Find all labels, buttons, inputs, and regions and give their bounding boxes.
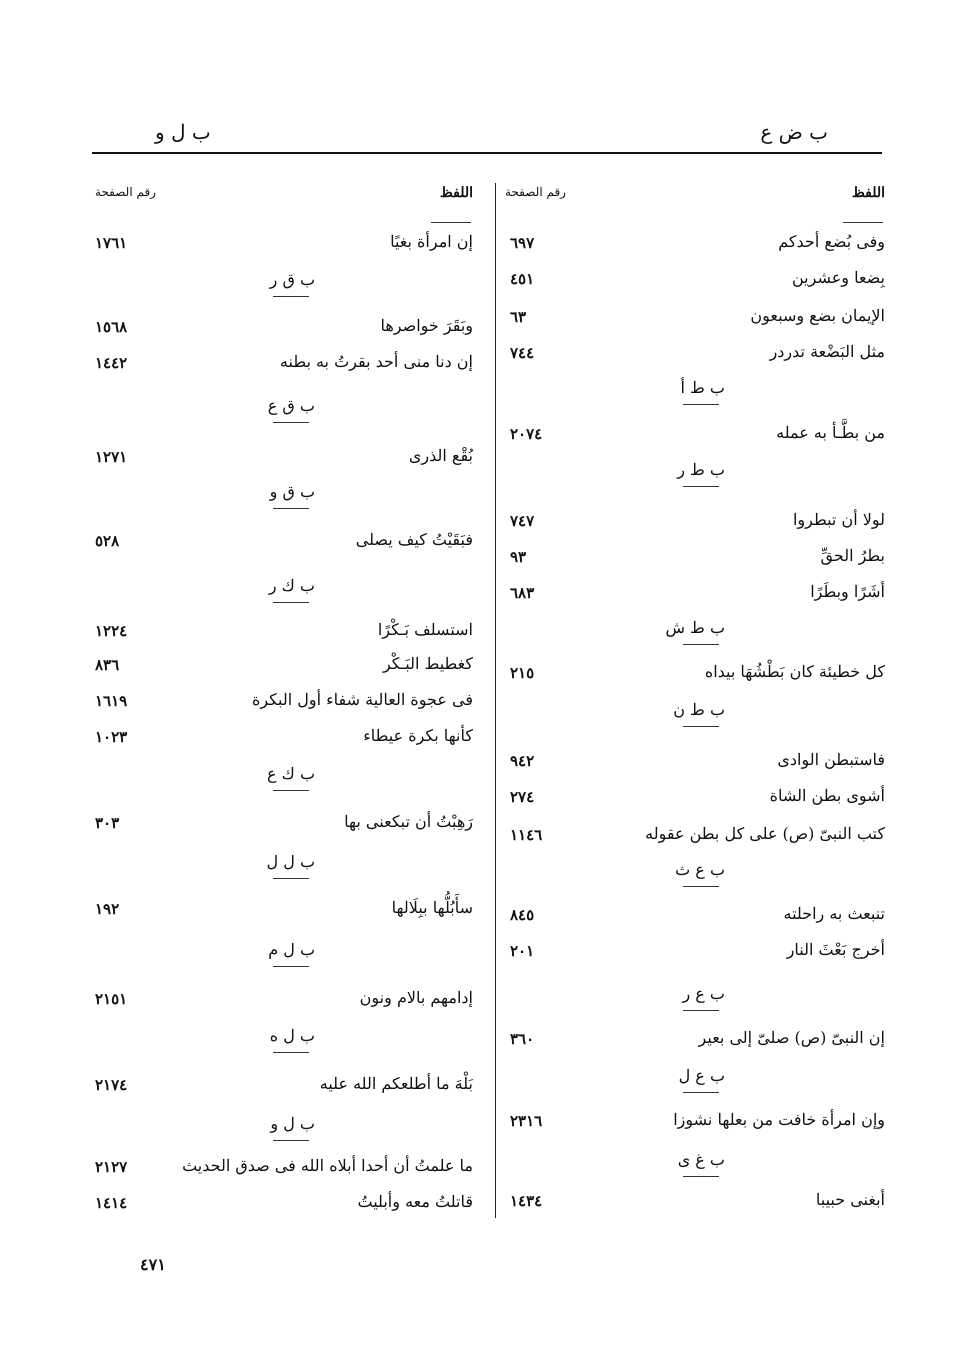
page-number: ٤٧١ [140,1255,166,1274]
root-underline [683,644,719,645]
headword-text: كل خطيئة كان بَطْشُهَا بيداه [704,662,885,681]
headword-text: إن دنا منى أحد بقرتُ به بطنه [279,352,473,371]
headword-text: استسلف بَـكْرًا [377,620,473,639]
root-heading: ب ط ر [677,460,725,479]
index-entry [90,1156,485,1186]
page-reference: ١٢٢٤ [95,622,128,640]
headword-text: قاتلتُ معه وأبليتُ [357,1192,473,1211]
headword-text: أخرج بَعْثَ النار [786,940,885,959]
page-reference: ٢١٥١ [95,990,128,1008]
headword-text: مثل البَضْعة تدردر [769,342,885,361]
root-heading: ب ط أ [680,378,725,397]
headword-label: اللفظ [851,185,885,201]
root-underline [683,486,719,487]
page-reference: ٥٢٨ [95,532,120,550]
root-heading: ب ك ر [268,576,315,595]
index-entry [500,306,885,336]
index-entry [500,546,885,576]
headword-text: فاستبطن الوادى [777,750,885,769]
index-entry [90,316,485,346]
headword-text: الإيمان بضع وسبعون [750,306,885,325]
page-reference: ١٩٢ [95,900,120,918]
index-entry [90,654,485,684]
index-entry [500,662,885,692]
page-reference: ٢١٧٤ [95,1076,128,1094]
headword-text: بطرُ الحقِّ [820,546,885,565]
index-entry [90,726,485,756]
headword-text: إدامهم بالام ونون [359,988,473,1007]
page-reference: ١٢٧١ [95,448,128,466]
headword-text: كغطيط البَـكْر [382,654,473,673]
root-heading: ب ق ع [267,396,315,415]
root-heading: ب ع ر [682,984,725,1003]
index-entry [90,690,485,720]
headword-text: إن امرأة بغيًا [390,232,473,251]
index-entry [500,510,885,540]
page-reference: ٢٣١٦ [510,1112,543,1130]
page-reference: ٧٤٧ [510,512,535,530]
column-divider [495,183,496,1218]
headword-text: من بطَّـأ به عمله [776,423,885,442]
index-entry [500,342,885,372]
headword-text: بُقْع الذرى [408,446,473,465]
root-heading: ب ل ل [266,852,315,871]
page-reference: ٣٠٣ [95,814,120,832]
index-entry [500,582,885,612]
page-reference: ٢٠٧٤ [510,425,543,443]
root-heading: ب ق ر [269,270,315,289]
index-entry [90,898,485,928]
root-underline [273,790,309,791]
headword-text: كتب النبىّ (ص) على كل بطن عقوله [645,824,885,843]
index-entry [500,1190,885,1220]
root-heading: ب ق و [269,482,315,501]
root-underline [683,726,719,727]
index-entry [500,1028,885,1058]
headword-text: لولا أن تبطروا [792,510,885,529]
headword-text: فى عجوة العالية شفاء أول البكرة [251,690,473,709]
index-entry [90,1192,485,1222]
page-number-label: رقم الصفحة [95,185,156,199]
page-reference: ١٤٤٢ [95,354,128,372]
headword-text: كأنها بكرة عيطاء [363,726,473,745]
headword-text: سأَبُلُّها ببِلَالها [391,898,473,917]
index-entry [500,750,885,780]
page-reference: ٣٦٠ [510,1030,535,1048]
headword-text: وفى بُضع أحدكم [778,232,885,251]
headword-text: فبَقَيْتُ كيف يصلى [355,530,473,549]
root-heading: ب ط ش [665,618,725,637]
page-reference: ٩٤٢ [510,752,535,770]
root-heading: ب ط ن [673,700,725,719]
index-entry [500,904,885,934]
page-reference: ٨٣٦ [95,656,120,674]
page-reference: ٩٣ [510,548,527,566]
root-underline [273,966,309,967]
page-reference: ٨٤٥ [510,906,535,924]
page-reference: ٦٩٧ [510,234,535,252]
root-underline [273,422,309,423]
page-reference: ١١٤٦ [510,826,543,844]
page-number-label: رقم الصفحة [505,185,566,199]
root-underline [683,1010,719,1011]
headword-text: أبغنى حبيبا [815,1190,885,1209]
headword-text: ما علمتُ أن أحدا أبلاه الله فى صدق الحديث [182,1156,473,1175]
root-heading: ب ع ل [678,1066,725,1085]
root-underline [273,1052,309,1053]
index-entry [90,446,485,476]
headword-text: وبَقَرَ خواصرها [380,316,473,335]
index-entry [500,232,885,262]
page-reference: ٦٣ [510,308,527,326]
root-heading: ب ك ع [267,764,315,783]
root-heading: ب ع ث [675,860,725,879]
root-heading: ب ل و [270,1114,315,1133]
root-underline [273,1140,309,1141]
root-underline [273,296,309,297]
root-underline [273,602,309,603]
page-reference: ٢٧٤ [510,788,535,806]
page-reference: ١٤٣٤ [510,1192,543,1210]
page-reference: ١٤١٤ [95,1194,128,1212]
page-reference: ٢١٢٧ [95,1158,128,1176]
headword-label: اللفظ [439,185,473,201]
headword-text: رَهِبْتُ أن تبكعنى بها [344,812,473,831]
page-reference: ٢١٥ [510,664,535,682]
index-entry [90,812,485,842]
page-reference: ١٦١٩ [95,692,128,710]
index-entry [500,824,885,854]
headword-text: أشَرًا وبطَرًا [810,582,885,601]
index-entry [500,1110,885,1140]
index-entry [90,232,485,262]
headword-text: بَلْهَ ما أطلعكم الله عليه [319,1074,473,1093]
headword-text: إن النبىّ (ص) صلىّ إلى بعير [698,1028,885,1047]
headword-label-underline [843,222,883,223]
root-underline [273,508,309,509]
root-underline [683,1176,719,1177]
root-underline [683,1092,719,1093]
page-reference: ٢٠١ [510,942,535,960]
index-entry [500,940,885,970]
headword-label-underline [431,222,471,223]
headword-text: بِضعا وعشرين [791,268,885,287]
index-entry [500,423,885,453]
index-entry [500,786,885,816]
page-reference: ١٥٦٨ [95,318,128,336]
page-reference: ١٧٦١ [95,234,128,252]
page-reference: ٤٥١ [510,270,535,288]
headword-text: أشوى بطن الشاة [769,786,885,805]
page-reference: ١٠٢٣ [95,728,128,746]
header-root-right: ب ض ع [760,120,828,144]
root-heading: ب غ ى [677,1150,725,1169]
root-underline [273,878,309,879]
root-heading: ب ل ه [269,1026,315,1045]
root-heading: ب ل م [268,940,315,959]
page-reference: ٦٨٣ [510,584,535,602]
headword-text: تنبعث به راحلته [783,904,885,923]
index-entry [500,268,885,298]
index-entry [90,988,485,1018]
index-entry [90,1074,485,1104]
root-underline [683,404,719,405]
right-column [500,0,885,1350]
index-entry [90,352,485,382]
root-underline [683,886,719,887]
index-entry [90,620,485,650]
page-reference: ٧٤٤ [510,344,535,362]
header-root-left: ب ل و [155,120,211,144]
headword-text: وإن امرأة خافت من بعلها نشوزا [673,1110,885,1129]
index-entry [90,530,485,560]
left-column [90,0,485,1350]
